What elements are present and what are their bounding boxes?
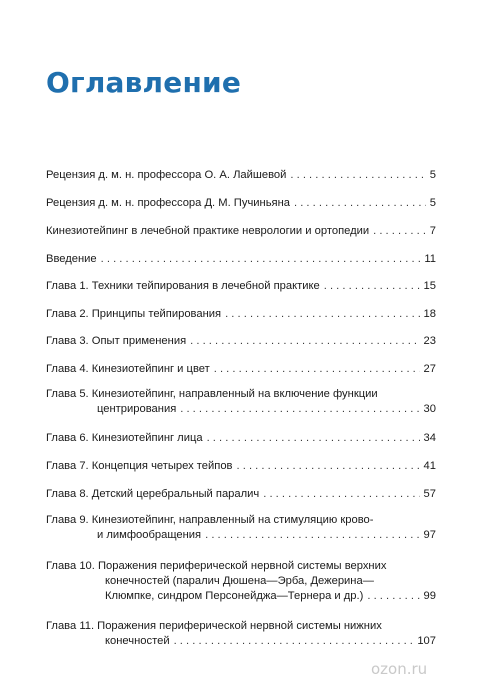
dot-leader: [373, 224, 426, 239]
toc-page-number: 99: [423, 590, 436, 602]
toc-entry-title: Глава 11. Поражения периферической нервной системы нижних: [46, 620, 382, 632]
dot-leader: [180, 402, 419, 417]
dot-leader: [225, 307, 419, 322]
toc-page-number: 57: [423, 488, 436, 500]
toc-page-number: 27: [423, 363, 436, 375]
toc-page-number: 23: [423, 335, 436, 347]
toc-entry[interactable]: [46, 513, 436, 543]
toc-entry-title: и лимфообращения: [97, 529, 202, 541]
toc-entry[interactable]: [46, 459, 436, 474]
toc-entry[interactable]: [46, 387, 436, 417]
dot-leader: [290, 168, 425, 183]
toc-entry[interactable]: [46, 168, 436, 183]
toc-entry-title: конечностей: [105, 635, 170, 647]
toc-entry-title: Глава 5. Кинезиотейпинг, направленный на включение функции: [46, 388, 378, 400]
toc-entry-title: Глава 2. Принципы тейпирования: [46, 308, 222, 320]
toc-entry[interactable]: [46, 487, 436, 502]
toc-entry-title: Глава 4. Кинезиотейпинг и цвет: [46, 363, 210, 375]
toc-page-number: 5: [429, 197, 436, 209]
page-title: Оглавление: [46, 66, 242, 99]
dot-leader: [324, 279, 420, 294]
dot-leader: [207, 431, 420, 446]
toc-entry-title: центрирования: [97, 403, 177, 415]
toc-entry-title: Глава 10. Поражения периферической нервной системы верхних: [46, 560, 387, 572]
toc-entry-title: Глава 6. Кинезиотейпинг лица: [46, 432, 203, 444]
toc-page-number: 30: [423, 403, 436, 415]
toc-entry[interactable]: [46, 307, 436, 322]
toc-entry[interactable]: [46, 362, 436, 377]
toc-entry-title: Кинезиотейпинг в лечебной практике неврологии и ортопедии: [46, 225, 370, 237]
toc-page-number: 41: [423, 460, 436, 472]
toc-entry-title: Глава 3. Опыт применения: [46, 335, 187, 347]
dot-leader: [101, 252, 421, 267]
toc-page-number: 11: [424, 253, 436, 265]
toc-page-number: 18: [423, 308, 436, 320]
toc-entry[interactable]: [46, 279, 436, 294]
toc-entry-title: Рецензия д. м. н. профессора О. А. Лайшевой: [46, 169, 287, 181]
toc-entry[interactable]: [46, 224, 436, 239]
toc-entry-title: Глава 9. Кинезиотейпинг, направленный на стимуляцию крово-: [46, 514, 374, 526]
toc-page-number: 5: [429, 169, 436, 181]
toc-entry[interactable]: [46, 334, 436, 349]
toc-entry[interactable]: [46, 252, 436, 267]
dot-leader: [237, 459, 420, 474]
toc-entry[interactable]: [46, 196, 436, 211]
toc-entry-title: конечностей (паралич Дюшена—Эрба, Дежерина—: [105, 575, 374, 587]
toc-entry[interactable]: [46, 559, 436, 604]
toc-page-number: 7: [429, 225, 436, 237]
dot-leader: [190, 334, 419, 349]
toc-page-number: 34: [423, 432, 436, 444]
toc-page-number: 107: [417, 635, 436, 647]
watermark: ozon.ru: [371, 660, 428, 678]
toc-page-number: 15: [423, 280, 436, 292]
dot-leader: [205, 528, 419, 543]
toc-entry-title: Глава 1. Техники тейпирования в лечебной практике: [46, 280, 320, 292]
dot-leader: [263, 487, 419, 502]
toc-entry-title: Введение: [46, 253, 97, 265]
toc-entry-title: Клюмпке, синдром Персонейджа—Тернера и др.): [105, 590, 364, 602]
toc-entry-title: Глава 7. Концепция четырех тейпов: [46, 460, 233, 472]
dot-leader: [174, 634, 414, 649]
dot-leader: [294, 196, 426, 211]
toc-entry-title: Рецензия д. м. н. профессора Д. М. Пучиньяна: [46, 197, 290, 209]
dot-leader: [367, 589, 419, 604]
toc-entry[interactable]: [46, 431, 436, 446]
dot-leader: [214, 362, 420, 377]
toc-entry[interactable]: [46, 619, 436, 649]
toc-page-number: 97: [423, 529, 436, 541]
toc-entry-title: Глава 8. Детский церебральный паралич: [46, 488, 260, 500]
